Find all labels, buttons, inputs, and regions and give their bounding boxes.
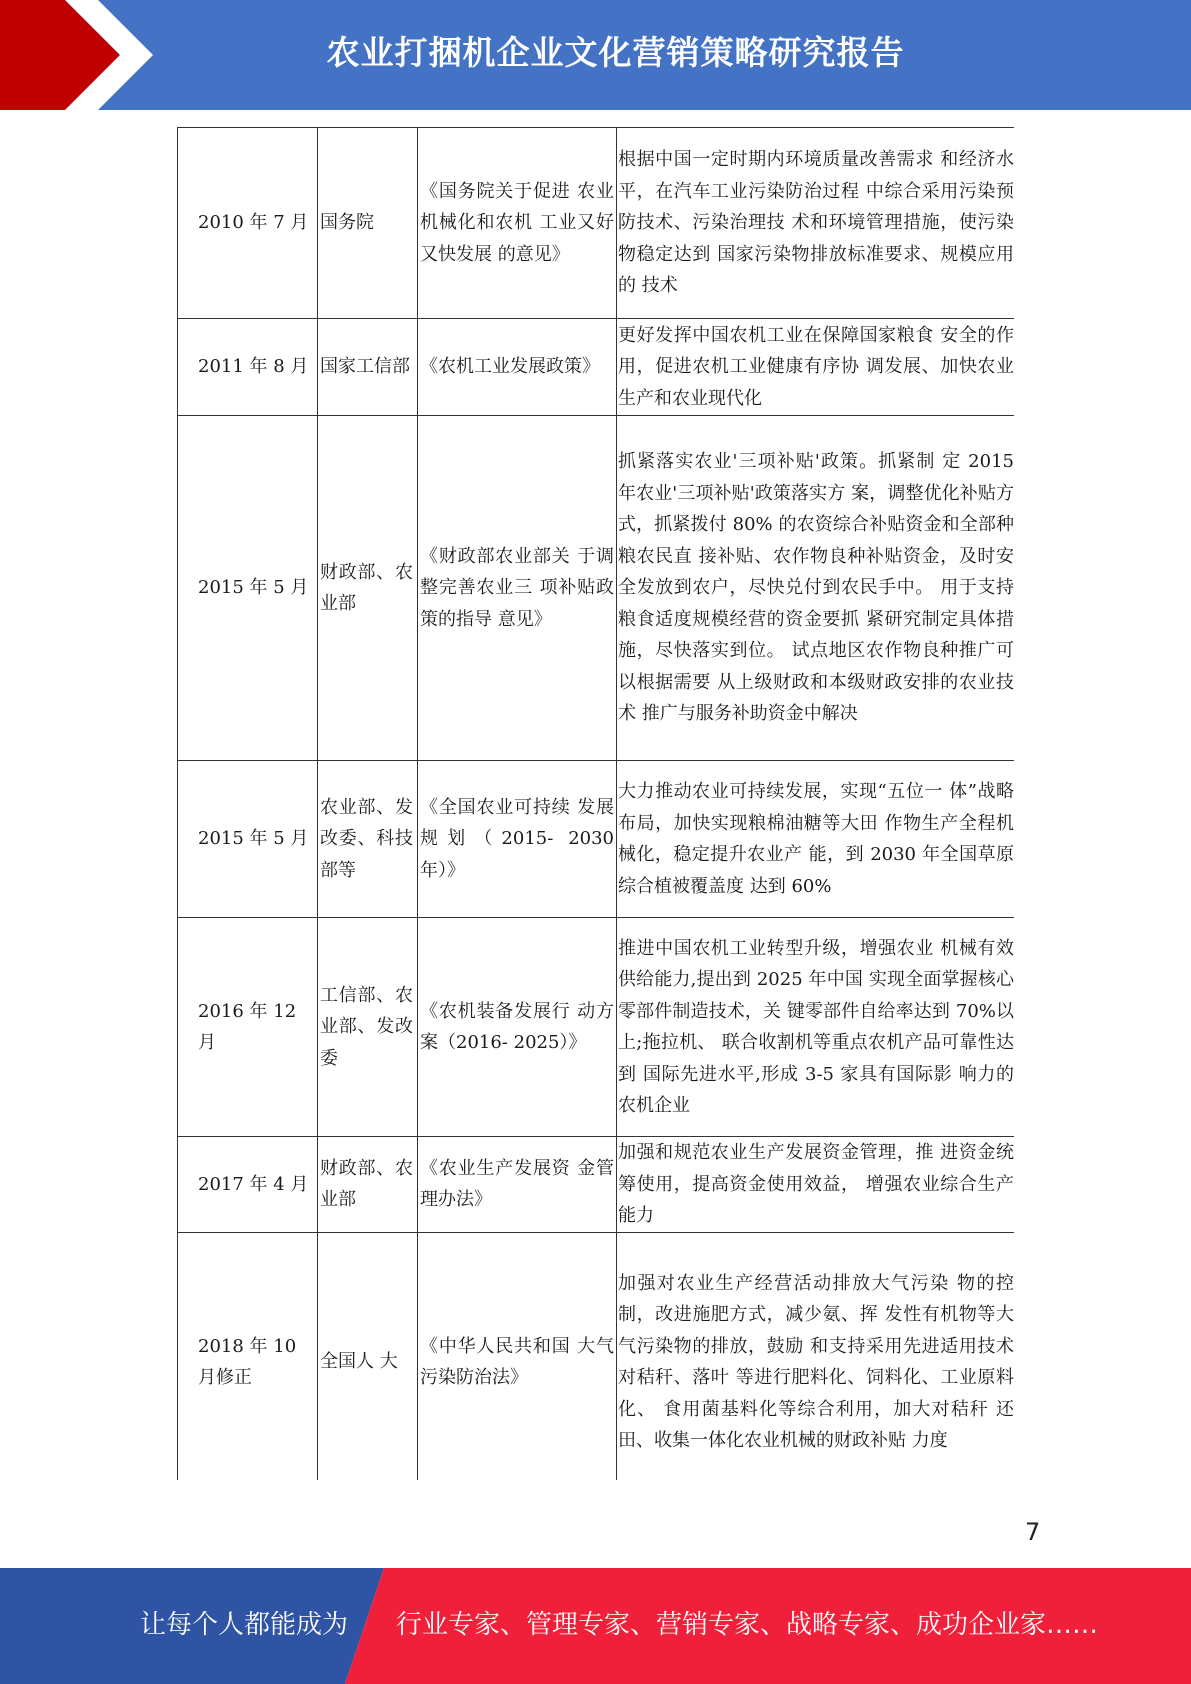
policy-dept-cell: 农业部、发改委、科技部等 [318,761,418,918]
policy-name-cell: 《财政部农业部关 于调整完善农业三 项补贴政策的指导 意见》 [418,416,617,761]
policy-date-cell: 2015 年 5 月 [178,416,318,761]
policy-content-cell: 加强对农业生产经营活动排放大气污染 物的控制，改进施肥方式，减少氨、挥 发性有机物等大气污染物的排放，鼓励 和支持采用先进适用技术对秸秆、落叶 等进行肥料化、饲料化、工业原料化、 食用菌基料化等综合利用，加大对秸秆 还田、收集一体化农业机械的财政补贴 力度 [617,1232,1015,1480]
policy-date-cell: 2017 年 4 月 [178,1137,318,1233]
policy-date-cell: 2015 年 5 月 [178,761,318,918]
policy-date-cell: 2010 年 7 月 [178,128,318,319]
policy-name-cell: 《全国农业可持续 发展规划（2015- 2030 年）》 [418,761,617,918]
table-row [178,918,1015,1137]
policy-content-cell: 大力推动农业可持续发展，实现“五位一 体”战略布局，加快实现粮棉油糖等大田 作物生产全程机械化，稳定提升农业产 能，到 2030 年全国草原综合植被覆盖度 达到 60% [617,761,1015,918]
footer-banner [0,1568,1191,1684]
table-row [178,761,1015,918]
policy-date-cell: 2018 年 10 月修正 [178,1232,318,1480]
policy-dept-cell: 财政部、农业部 [318,1137,418,1233]
policy-content-cell: 更好发挥中国农机工业在保障国家粮食 安全的作用，促进农机工业健康有序协 调发展、加快农业生产和农业现代化 [617,319,1015,416]
policy-name-cell: 《农机工业发展政策》 [418,319,617,416]
policy-table-wrapper [177,127,1014,1480]
table-row [178,416,1015,761]
policy-dept-cell: 全国人 大 [318,1232,418,1480]
policy-name-cell: 《农业生产发展资 金管理办法》 [418,1137,617,1233]
table-row [178,1137,1015,1233]
table-row [178,319,1015,416]
header-title: 农业打捆机企业文化营销策略研究报告 [326,33,905,72]
policy-dept-cell: 国家工信部 [318,319,418,416]
policy-content-cell: 推进中国农机工业转型升级，增强农业 机械有效供给能力,提出到 2025 年中国 实现全面掌握核心零部件制造技术，关 键零部件自给率达到 70%以上;拖拉机、 联合收割机等重点农机产品可靠性达到 国际先进水平,形成 3-5 家具有国际影 响力的农机企业 [617,918,1015,1137]
policy-name-cell: 《国务院关于促进 农业机械化和农机 工业又好又快发展 的意见》 [418,128,617,319]
policy-table [177,127,1014,1480]
policy-date-cell: 2016 年 12 月 [178,918,318,1137]
policy-content-cell: 根据中国一定时期内环境质量改善需求 和经济水平，在汽车工业污染防治过程 中综合采用污染预防技术、污染治理技 术和环境管理措施，使污染物稳定达到 国家污染物排放标准要求、规模应用的 技术 [617,128,1015,319]
policy-content-cell: 加强和规范农业生产发展资金管理，推 进资金统筹使用，提高资金使用效益， 增强农业综合生产能力 [617,1137,1015,1233]
page-number: 7 [1025,1518,1041,1546]
policy-name-cell: 《农机装备发展行 动方案（2016- 2025）》 [418,918,617,1137]
table-row [178,128,1015,319]
header-banner [0,0,1191,110]
policy-dept-cell: 工信部、农业部、发改委 [318,918,418,1137]
footer-slogan-right: 行业专家、管理专家、营销专家、战略专家、成功企业家…… [396,1610,1099,1640]
policy-dept-cell: 国务院 [318,128,418,319]
footer-slogan-left: 让每个人都能成为 [140,1610,349,1640]
policy-dept-cell: 财政部、农业部 [318,416,418,761]
table-row [178,1232,1015,1480]
policy-content-cell: 抓紧落实农业'三项补贴'政策。抓紧制 定 2015 年农业'三项补贴'政策落实方 案，调整优化补贴方式，抓紧拨付 80% 的农资综合补贴资金和全部种粮农民直 接补贴、农作物良种补贴资金，及时安 全发放到农户，尽快兑付到农民手中。 用于支持粮食适度规模经营的资金要抓 紧研究制定具体措施，尽快落实到位。 试点地区农作物良种推广可以根据需要 从上级财政和本级财政安排的农业技术 推广与服务补助资金中解决 [617,416,1015,761]
policy-name-cell: 《中华人民共和国 大气污染防治法》 [418,1232,617,1480]
policy-date-cell: 2011 年 8 月 [178,319,318,416]
